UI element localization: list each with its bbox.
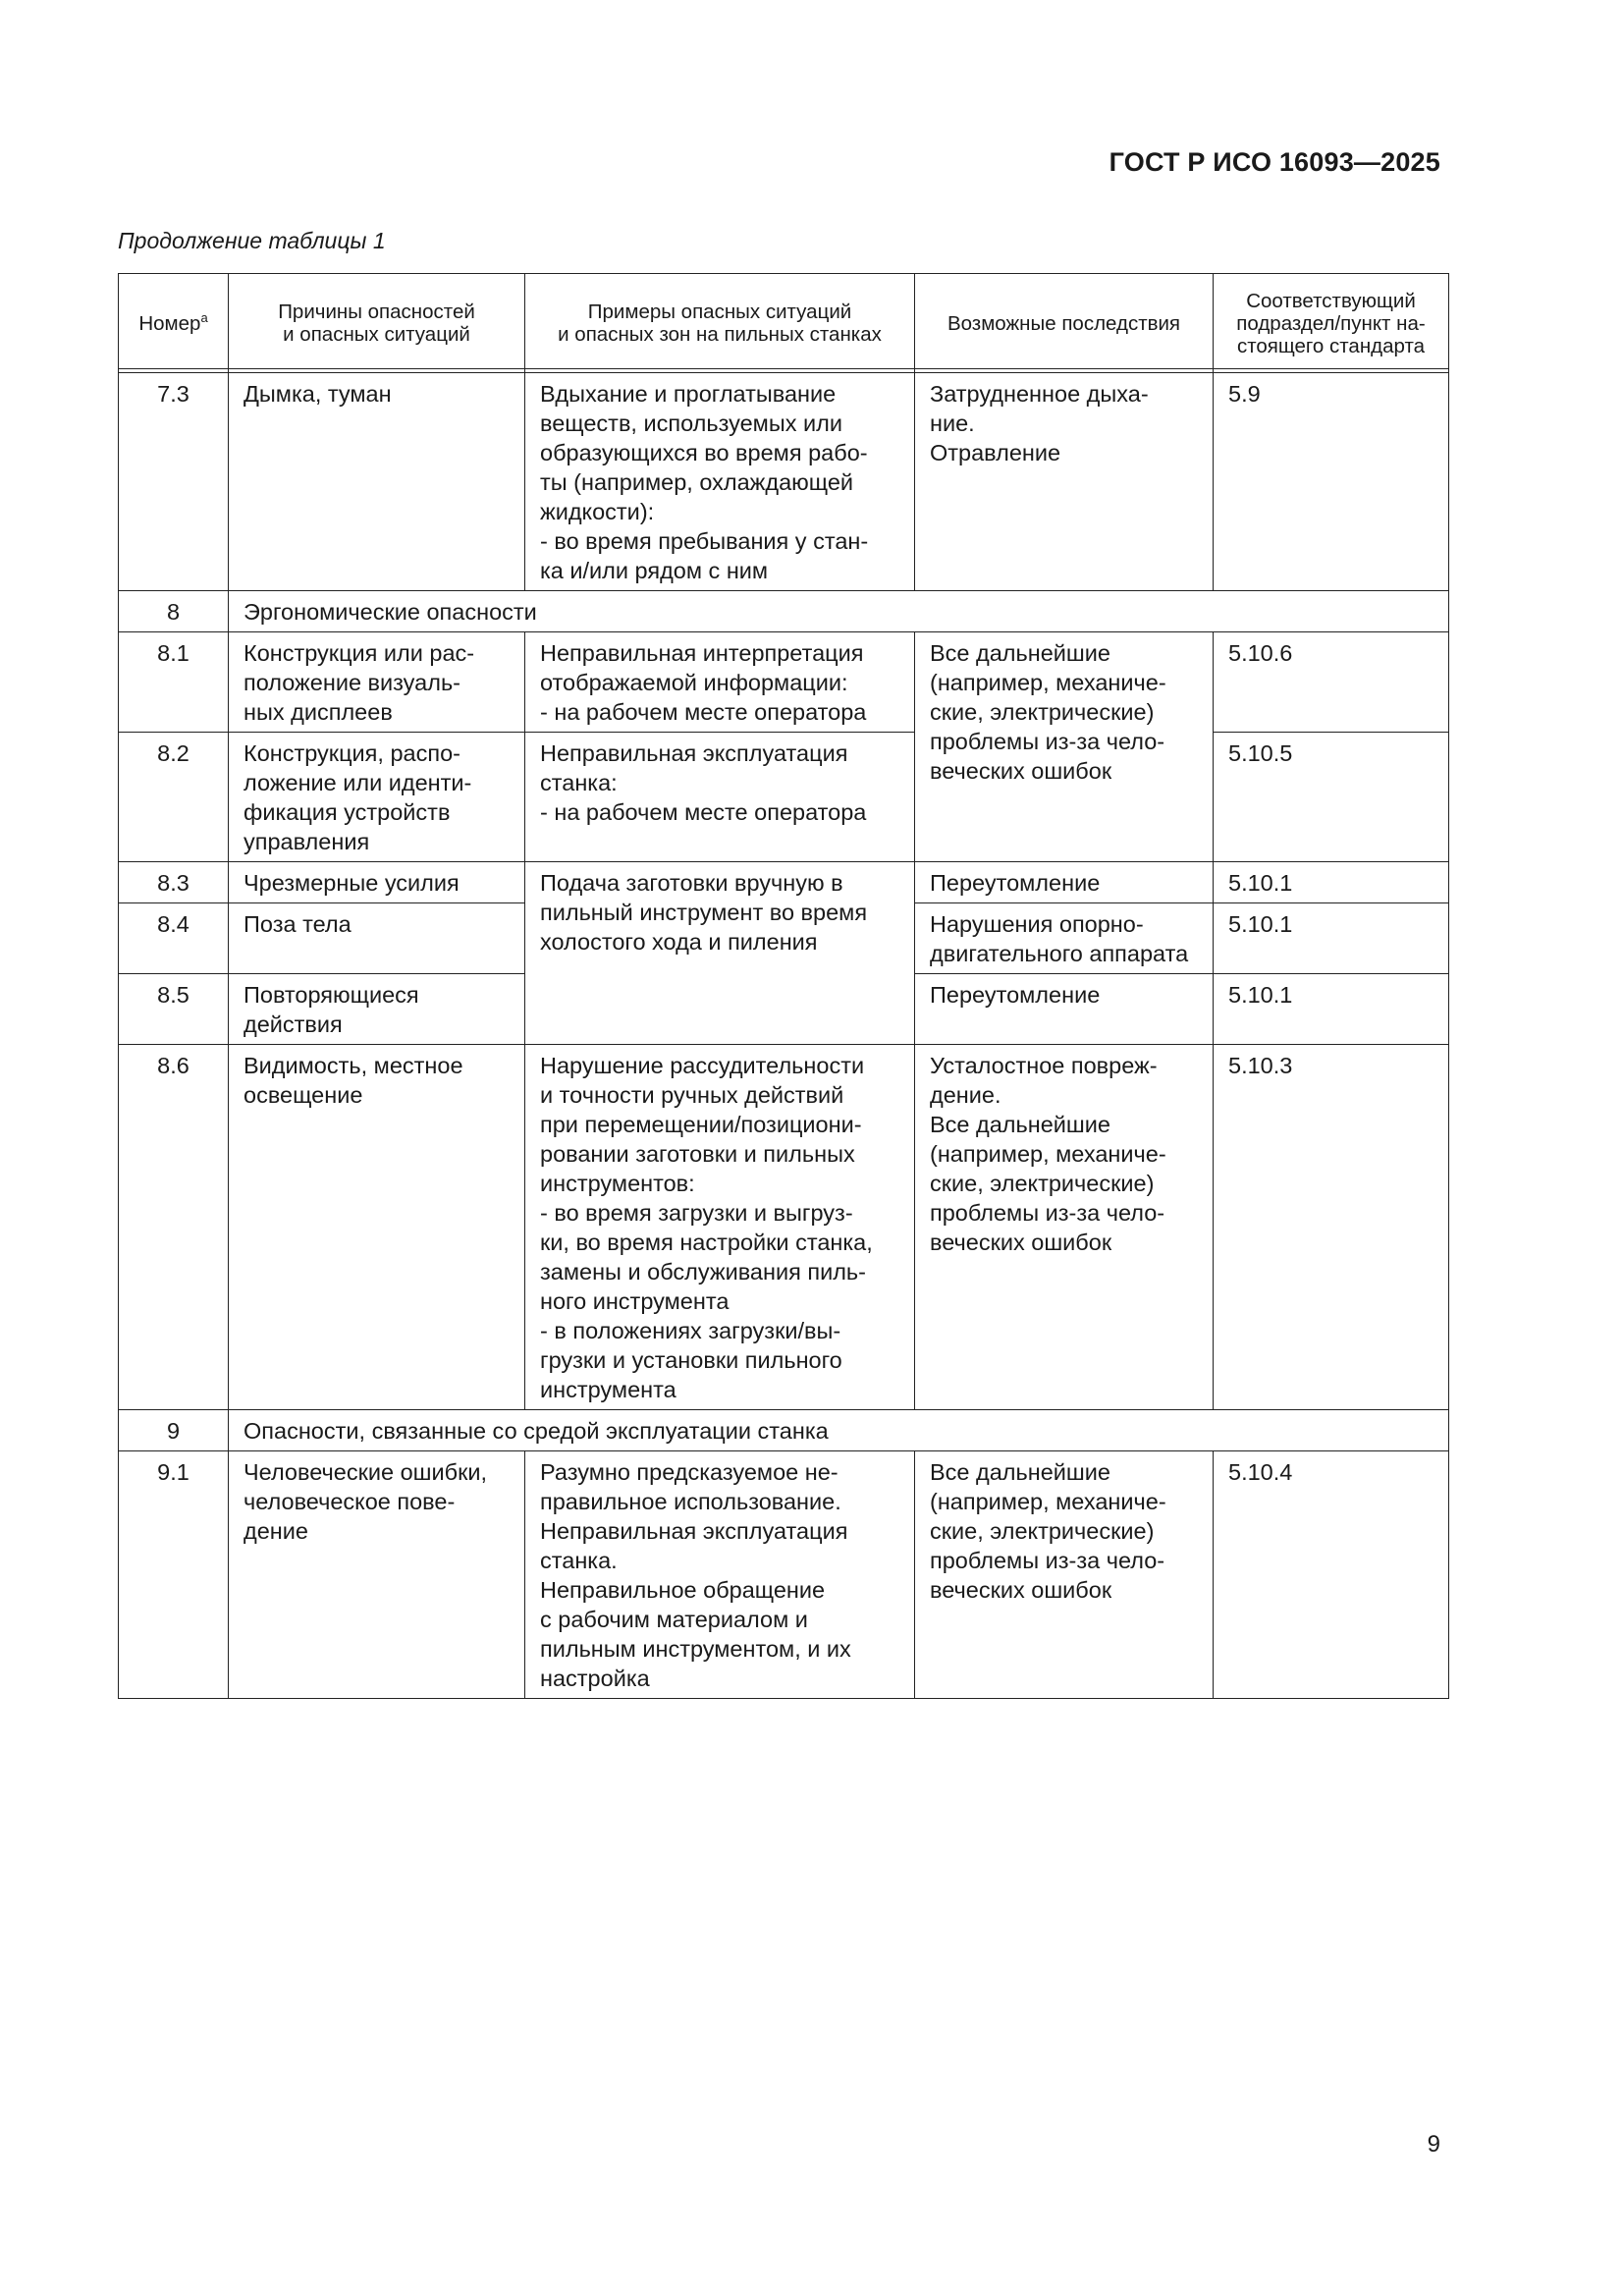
row-cause: Повторяющиеся действия	[229, 974, 525, 1045]
row-number: 8.5	[119, 974, 229, 1045]
row-cause: Дымка, туман	[229, 373, 525, 591]
header-examples	[525, 274, 915, 369]
header-consequences-label: Возможные последствия	[947, 311, 1181, 335]
header-clause	[1214, 274, 1449, 369]
row-cause: Конструкция или рас- положение визуаль- ных дисплеев	[229, 632, 525, 733]
row-clause: 5.10.5	[1214, 733, 1449, 862]
row-consequence: Все дальнейшие (например, механиче- ские, электрические) проблемы из-за чело- веческих ошибок	[915, 1451, 1214, 1699]
row-example: Неправильная интерпретация отображаемой информации: - на рабочем месте оператора	[525, 632, 915, 733]
table-row	[119, 373, 1449, 591]
row-example: Нарушение рассудительности и точности ручных действий при перемещении/позициони- ровании заготовки и пильных инструментов: - во время загрузки и выгруз- ки, во время настройки станка, замены и обслуживания пиль- ного инструмента - в положениях загрузки/вы- грузки и установки пильного инструмента	[525, 1045, 915, 1410]
table-row	[119, 1045, 1449, 1410]
row-clause: 5.10.1	[1214, 903, 1449, 974]
row-number: 8.4	[119, 903, 229, 974]
row-consequence: Усталостное повреж- дение. Все дальнейшие (например, механиче- ские, электрические) проблемы из-за чело- веческих ошибок	[915, 1045, 1214, 1410]
row-cause: Видимость, местное освещение	[229, 1045, 525, 1410]
row-clause: 5.10.4	[1214, 1451, 1449, 1699]
group-row	[119, 1410, 1449, 1451]
row-example: Подача заготовки вручную в пильный инструмент во время холостого хода и пиления	[525, 862, 915, 1045]
row-number: 8.2	[119, 733, 229, 862]
group-title: Опасности, связанные со средой эксплуатации станка	[229, 1410, 1449, 1451]
page-number: 9	[1427, 2131, 1440, 2158]
row-number: 9.1	[119, 1451, 229, 1699]
row-number: 8.1	[119, 632, 229, 733]
row-number: 8.3	[119, 862, 229, 903]
table-row	[119, 632, 1449, 733]
row-cause: Конструкция, распо- ложение или иденти- фикация устройств управления	[229, 733, 525, 862]
header-causes	[229, 274, 525, 369]
table-header	[119, 274, 1449, 373]
row-cause: Чрезмерные усилия	[229, 862, 525, 903]
row-consequence: Переутомление	[915, 862, 1214, 903]
group-number: 8	[119, 591, 229, 632]
row-example: Разумно предсказуемое не- правильное использование. Неправильная эксплуатация станка. Неправильное обращение с рабочим материалом и пильным инструментом, и их настройка	[525, 1451, 915, 1699]
header-number-footnote: a	[200, 309, 208, 325]
row-clause: 5.10.1	[1214, 974, 1449, 1045]
document-code: ГОСТ Р ИСО 16093—2025	[1109, 147, 1440, 177]
row-consequence: Все дальнейшие (например, механиче- ские, электрические) проблемы из-за чело- веческих ошибок	[915, 632, 1214, 862]
table-row	[119, 733, 1449, 862]
row-clause: 5.10.6	[1214, 632, 1449, 733]
row-clause: 5.10.1	[1214, 862, 1449, 903]
group-row	[119, 591, 1449, 632]
header-examples-label: Примеры опасных ситуаций и опасных зон на пильных станках	[558, 301, 882, 346]
table-caption: Продолжение таблицы 1	[118, 228, 386, 253]
row-clause: 5.9	[1214, 373, 1449, 591]
table-row	[119, 862, 1449, 903]
row-cause: Человеческие ошибки, человеческое пове- дение	[229, 1451, 525, 1699]
row-cause: Поза тела	[229, 903, 525, 974]
row-example: Вдыхание и проглатывание веществ, используемых или образующихся во время рабо- ты (например, охлаждающей жидкости): - во время пребывания у стан- ка и/или рядом с ним	[525, 373, 915, 591]
header-causes-label: Причины опасностей и опасных ситуаций	[278, 301, 475, 346]
table-row	[119, 1451, 1449, 1699]
row-consequence: Переутомление	[915, 974, 1214, 1045]
row-number: 7.3	[119, 373, 229, 591]
header-consequences	[915, 274, 1214, 369]
row-clause: 5.10.3	[1214, 1045, 1449, 1410]
row-number: 8.6	[119, 1045, 229, 1410]
row-consequence: Нарушения опорно- двигательного аппарата	[915, 903, 1214, 974]
hazards-table	[118, 273, 1449, 1699]
header-clause-label: Соответствующий подраздел/пункт на- стоящего стандарта	[1236, 289, 1426, 357]
row-consequence: Затрудненное дыха- ние. Отравление	[915, 373, 1214, 591]
group-number: 9	[119, 1410, 229, 1451]
header-number-label: Номер	[138, 311, 201, 335]
row-example: Неправильная эксплуатация станка: - на рабочем месте оператора	[525, 733, 915, 862]
group-title: Эргономические опасности	[229, 591, 1449, 632]
header-number	[119, 274, 229, 369]
